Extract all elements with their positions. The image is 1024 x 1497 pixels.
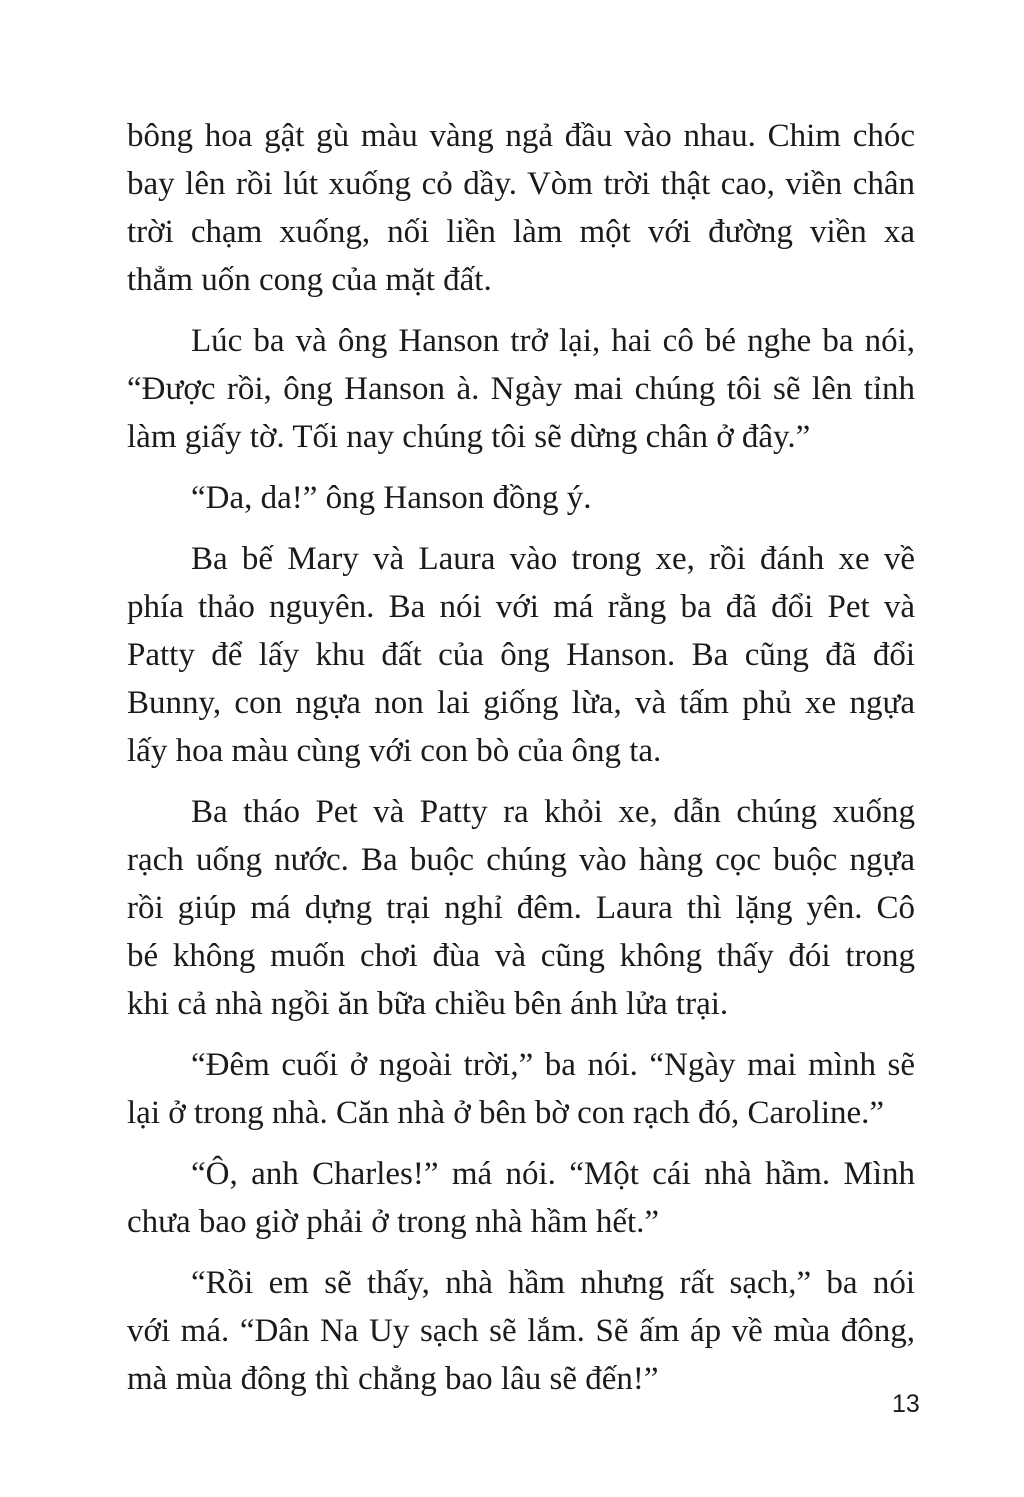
text-line: rồi giúp má dựng trại nghỉ đêm. Laura thì lặng yên. Cô <box>127 890 915 926</box>
text-line: với má. “Dân Na Uy sạch sẽ lắm. Sẽ ấm áp về mùa đông, <box>127 1313 915 1349</box>
text-line: làm giấy tờ. Tối nay chúng tôi sẽ dừng chân ở đây.” <box>127 419 811 455</box>
text-line: “Được rồi, ông Hanson à. Ngày mai chúng tôi sẽ lên tỉnh <box>127 371 915 407</box>
page-number: 13 <box>892 1390 920 1418</box>
text-line: “Da, da!” ông Hanson đồng ý. <box>191 480 592 516</box>
text-line: chưa bao giờ phải ở trong nhà hầm hết.” <box>127 1204 660 1240</box>
text-line: “Đêm cuối ở ngoài trời,” ba nói. “Ngày mai mình sẽ <box>191 1047 915 1083</box>
text-line: thẳm uốn cong của mặt đất. <box>127 262 492 298</box>
paragraph-6 <box>127 1041 915 1137</box>
text-line: lại ở trong nhà. Căn nhà ở bên bờ con rạch đó, Caroline.” <box>127 1095 885 1131</box>
text-line: phía thảo nguyên. Ba nói với má rằng ba đã đổi Pet và <box>127 589 915 625</box>
text-line: mà mùa đông thì chẳng bao lâu sẽ đến!” <box>127 1361 659 1397</box>
paragraph-1 <box>127 112 915 304</box>
text-line: Patty để lấy khu đất của ông Hanson. Ba cũng đã đổi <box>127 637 915 673</box>
text-line: bông hoa gật gù màu vàng ngả đầu vào nhau. Chim chóc <box>127 118 915 154</box>
text-line: lấy hoa màu cùng với con bò của ông ta. <box>127 733 662 769</box>
text-line: bé không muốn chơi đùa và cũng không thấy đói trong <box>127 938 915 974</box>
text-line: Ba bế Mary và Laura vào trong xe, rồi đánh xe về <box>191 541 915 577</box>
text-line: Lúc ba và ông Hanson trở lại, hai cô bé nghe ba nói, <box>191 323 915 359</box>
text-line: Ba tháo Pet và Patty ra khỏi xe, dẫn chúng xuống <box>191 794 915 830</box>
paragraph-4 <box>127 535 915 775</box>
paragraph-7 <box>127 1150 915 1246</box>
text-line: “Rồi em sẽ thấy, nhà hầm nhưng rất sạch,” ba nói <box>191 1265 915 1301</box>
text-line: Bunny, con ngựa non lai giống lừa, và tấm phủ xe ngựa <box>127 685 915 721</box>
text-line: bay lên rồi lút xuống cỏ dầy. Vòm trời thật cao, viền chân <box>127 166 915 202</box>
paragraph-8 <box>127 1259 915 1403</box>
text-line: “Ô, anh Charles!” má nói. “Một cái nhà hầm. Mình <box>191 1156 915 1192</box>
paragraph-2 <box>127 317 915 461</box>
paragraph-3 <box>127 474 915 522</box>
text-line: trời chạm xuống, nối liền làm một với đường viền xa <box>127 214 915 250</box>
paragraph-5 <box>127 788 915 1028</box>
book-page-body <box>127 112 915 1416</box>
text-line: khi cả nhà ngồi ăn bữa chiều bên ánh lửa trại. <box>127 986 729 1022</box>
text-line: rạch uống nước. Ba buộc chúng vào hàng cọc buộc ngựa <box>127 842 915 878</box>
